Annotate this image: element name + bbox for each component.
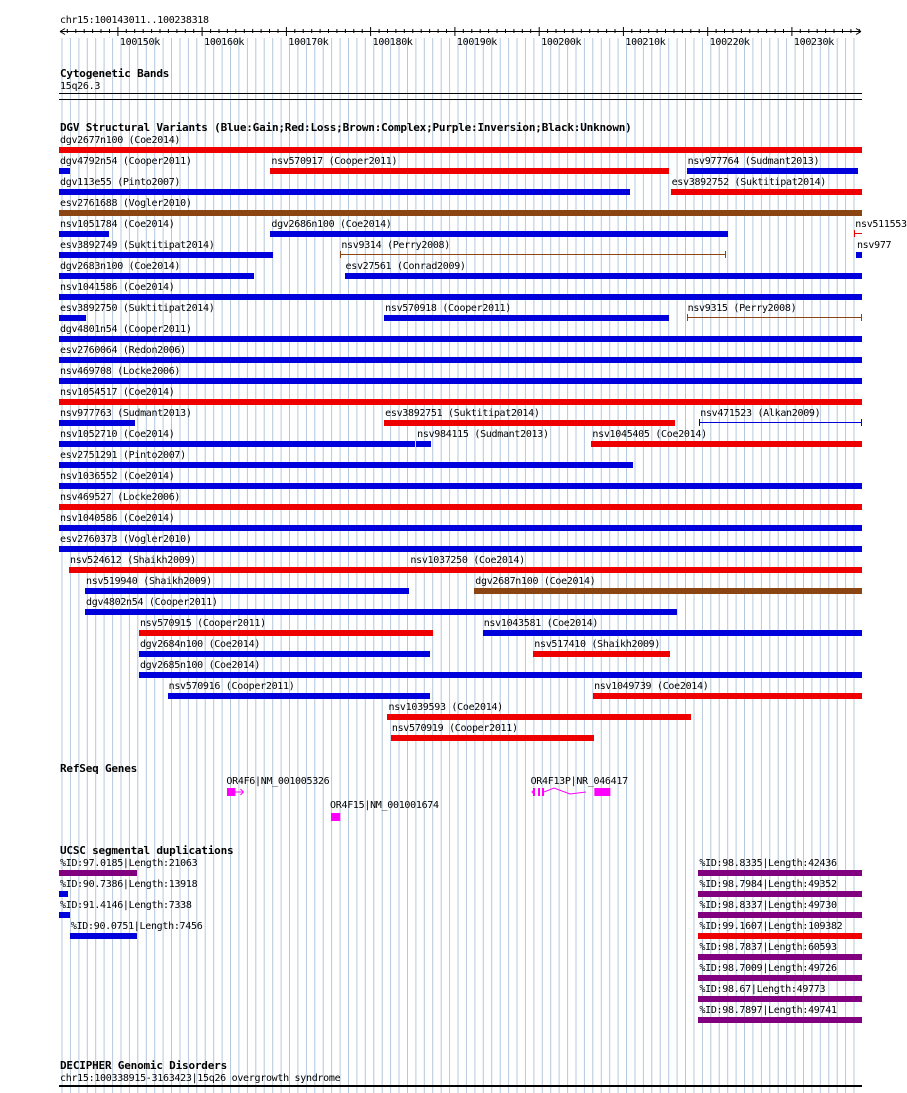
dgv-feature-bar[interactable]: [474, 588, 862, 594]
line-end-tick: [725, 251, 726, 258]
dgv-feature-bar[interactable]: [59, 252, 273, 258]
dgv-feature-line[interactable]: [854, 233, 862, 234]
dgv-feature-label[interactable]: nsv1052710 (Coe2014): [60, 429, 175, 440]
dgv-feature-bar[interactable]: [416, 441, 431, 447]
gene-label[interactable]: OR4F15|NM_001001674: [330, 800, 439, 811]
dgv-feature-label[interactable]: esv2761688 (Vogler2010): [60, 198, 192, 209]
cytoband-rule-2: [59, 99, 862, 100]
dgv-feature-bar[interactable]: [168, 693, 431, 699]
location-label: chr15:100143011..100238318: [60, 15, 209, 26]
dgv-feature-label[interactable]: dgv2685n100 (Coe2014): [139, 660, 261, 671]
dgv-feature-label[interactable]: nsv1054517 (Coe2014): [60, 387, 175, 398]
ruler-tick-label: 100160k: [204, 37, 245, 48]
dgv-feature-label[interactable]: dgv113e55 (Pinto2007): [60, 177, 181, 188]
segdup-feature-label[interactable]: %ID:98.67|Length:49773: [699, 984, 826, 995]
segdup-feature-bar[interactable]: [698, 1017, 862, 1023]
dgv-feature-label[interactable]: dgv4802n54 (Cooper2011): [86, 597, 218, 608]
gene-exon: [594, 788, 610, 796]
dgv-feature-label[interactable]: nsv1041586 (Coe2014): [60, 282, 175, 293]
ruler-tick-label: 100220k: [709, 37, 750, 48]
segdup-feature-bar[interactable]: [59, 912, 70, 918]
segdup-feature-label[interactable]: %ID:98.8335|Length:42436: [699, 858, 837, 869]
segdup-feature-bar[interactable]: [698, 996, 862, 1002]
dgv-feature-label[interactable]: dgv2677n100 (Coe2014): [60, 135, 181, 146]
dgv-feature-bar[interactable]: [59, 210, 862, 216]
dgv-feature-label[interactable]: nsv570919 (Cooper2011): [391, 723, 518, 734]
dgv-feature-label[interactable]: nsv1039593 (Coe2014): [388, 702, 503, 713]
gene-model[interactable]: [227, 786, 317, 800]
dgv-feature-bar[interactable]: [59, 399, 862, 405]
dgv-feature-bar[interactable]: [591, 441, 862, 447]
dgv-feature-bar[interactable]: [533, 651, 669, 657]
cytoband-track-title[interactable]: Cytogenetic Bands: [60, 67, 170, 80]
dgv-feature-bar[interactable]: [384, 420, 675, 426]
dgv-feature-label[interactable]: esv3892750 (Suktitipat2014): [60, 303, 215, 314]
dgv-feature-bar[interactable]: [59, 168, 70, 174]
dgv-feature-label[interactable]: dgv2686n100 (Coe2014): [271, 219, 392, 230]
dgv-feature-bar[interactable]: [59, 462, 633, 468]
gene-label[interactable]: OR4F13P|NR_046417: [530, 776, 628, 787]
segdup-feature-label[interactable]: %ID:98.7009|Length:49726: [699, 963, 837, 974]
dgv-feature-bar[interactable]: [85, 609, 677, 615]
dgv-feature-bar[interactable]: [593, 693, 862, 699]
gene-exon: [538, 788, 540, 796]
dgv-feature-label[interactable]: esv3892749 (Suktitipat2014): [60, 240, 215, 251]
dgv-feature-bar[interactable]: [59, 483, 862, 489]
dgv-feature-bar[interactable]: [59, 378, 862, 384]
dgv-feature-label[interactable]: nsv469527 (Locke2006): [60, 492, 181, 503]
dgv-feature-bar[interactable]: [59, 231, 109, 237]
ruler-tick-label: 100190k: [456, 37, 497, 48]
dgv-feature-label[interactable]: nsv1043581 (Coe2014): [483, 618, 599, 629]
dgv-feature-bar[interactable]: [139, 651, 431, 657]
dgv-feature-label[interactable]: nsv471523 (Alkan2009): [700, 408, 821, 419]
dgv-feature-label[interactable]: nsv9315 (Perry2008): [687, 303, 797, 314]
dgv-feature-bar[interactable]: [59, 294, 862, 300]
segdup-feature-label[interactable]: %ID:90.7386|Length:13918: [60, 879, 198, 890]
dgv-feature-label[interactable]: nsv1045405 (Coe2014): [592, 429, 707, 440]
decipher-label[interactable]: chr15:100338915-3163423|15q26 overgrowth syndrome: [60, 1073, 341, 1084]
dgv-feature-bar[interactable]: [59, 336, 862, 342]
dgv-feature-bar[interactable]: [59, 546, 862, 552]
ruler-tick-label: 100180k: [372, 37, 413, 48]
dgv-feature-label[interactable]: nsv1037250 (Coe2014): [410, 555, 525, 566]
dgv-feature-bar[interactable]: [139, 672, 862, 678]
dgv-feature-bar[interactable]: [391, 735, 594, 741]
dgv-feature-bar[interactable]: [69, 567, 409, 573]
segdup-feature-bar[interactable]: [698, 912, 862, 918]
line-end-tick: [854, 230, 855, 237]
dgv-feature-label[interactable]: nsv977764 (Sudmant2013): [687, 156, 820, 167]
dgv-feature-label[interactable]: nsv570916 (Cooper2011): [168, 681, 295, 692]
strand-arrow: [236, 789, 244, 795]
dgv-feature-bar[interactable]: [85, 588, 409, 594]
dgv-feature-label[interactable]: esv2751291 (Pinto2007): [60, 450, 186, 461]
gene-model[interactable]: [532, 786, 622, 800]
line-end-tick: [699, 419, 700, 426]
gene-intron: [544, 788, 586, 794]
segdup-feature-bar[interactable]: [698, 975, 862, 981]
dgv-feature-label[interactable]: nsv469708 (Locke2006): [60, 366, 181, 377]
dgv-feature-bar[interactable]: [270, 231, 727, 237]
gene-model[interactable]: [331, 810, 421, 824]
dgv-feature-bar[interactable]: [59, 147, 862, 153]
dgv-feature-label[interactable]: nsv570918 (Cooper2011): [385, 303, 511, 314]
dgv-feature-bar[interactable]: [671, 189, 862, 195]
segdup-feature-bar[interactable]: [698, 933, 862, 939]
ruler-tick-label: 100150k: [119, 37, 160, 48]
gene-exon: [227, 788, 235, 796]
segdup-track-title[interactable]: UCSC segmental duplications: [60, 844, 234, 857]
segdup-feature-bar[interactable]: [70, 933, 137, 939]
decipher-track-title[interactable]: DECIPHER Genomic Disorders: [60, 1059, 227, 1072]
dgv-feature-bar[interactable]: [384, 315, 669, 321]
ruler-tick-label: 100170k: [288, 37, 329, 48]
line-end-tick: [861, 419, 862, 426]
dgv-feature-label[interactable]: esv3892751 (Suktitipat2014): [385, 408, 540, 419]
dgv-feature-bar[interactable]: [59, 525, 862, 531]
dgv-feature-line[interactable]: [699, 422, 862, 423]
segdup-feature-label[interactable]: %ID:99.1607|Length:109382: [699, 921, 843, 932]
gene-exon: [542, 788, 544, 796]
dgv-feature-label[interactable]: dgv2687n100 (Coe2014): [475, 576, 596, 587]
dgv-feature-label[interactable]: dgv4792n54 (Cooper2011): [60, 156, 192, 167]
segdup-feature-label[interactable]: %ID:98.8337|Length:49730: [699, 900, 837, 911]
dgv-feature-line[interactable]: [687, 317, 862, 318]
ruler-tick-label: 100200k: [541, 37, 582, 48]
dgv-feature-bar[interactable]: [59, 315, 86, 321]
dgv-feature-label[interactable]: nsv9314 (Perry2008): [341, 240, 451, 251]
dgv-feature-label[interactable]: nsv984115 (Sudmant2013): [417, 429, 549, 440]
dgv-feature-bar[interactable]: [270, 168, 669, 174]
dgv-feature-label[interactable]: nsv1051784 (Coe2014): [60, 219, 175, 230]
dgv-feature-label[interactable]: nsv524612 (Shaikh2009): [70, 555, 196, 566]
dgv-feature-bar[interactable]: [59, 420, 135, 426]
ruler-tick-label: 100210k: [625, 37, 666, 48]
ruler-tick-label: 100230k: [793, 37, 834, 48]
dgv-feature-label[interactable]: nsv570917 (Cooper2011): [271, 156, 398, 167]
segdup-feature-label[interactable]: %ID:90.0751|Length:7456: [70, 921, 203, 932]
dgv-track-title[interactable]: DGV Structural Variants (Blue:Gain;Red:Loss;Brown:Complex;Purple:Inversion;Black:Unknown): [60, 121, 632, 134]
segdup-feature-label[interactable]: %ID:91.4146|Length:7338: [60, 900, 192, 911]
dgv-feature-label[interactable]: nsv977: [856, 240, 892, 251]
segdup-feature-label[interactable]: %ID:97.0185|Length:21063: [60, 858, 198, 869]
dgv-feature-line[interactable]: [340, 254, 726, 255]
dgv-feature-bar[interactable]: [856, 252, 862, 258]
dgv-feature-bar[interactable]: [59, 189, 630, 195]
decipher-bar[interactable]: [59, 1085, 862, 1087]
dgv-feature-label[interactable]: esv2760064 (Redon2006): [60, 345, 186, 356]
dgv-feature-bar[interactable]: [59, 504, 862, 510]
line-end-tick: [340, 251, 341, 258]
dgv-feature-label[interactable]: nsv517410 (Shaikh2009): [534, 639, 661, 650]
dgv-feature-label[interactable]: nsv570915 (Cooper2011): [139, 618, 266, 629]
gene-label[interactable]: OR4F6|NM_001005326: [226, 776, 330, 787]
refseq-track-title[interactable]: RefSeq Genes: [60, 762, 138, 775]
dgv-feature-label[interactable]: nsv511553: [855, 219, 907, 230]
segdup-feature-bar[interactable]: [698, 954, 862, 960]
segdup-feature-bar[interactable]: [698, 870, 862, 876]
segdup-feature-label[interactable]: %ID:98.7984|Length:49352: [699, 879, 837, 890]
dgv-feature-label[interactable]: nsv1040586 (Coe2014): [60, 513, 175, 524]
line-end-tick: [861, 314, 862, 321]
dgv-feature-label[interactable]: nsv519940 (Shaikh2009): [86, 576, 212, 587]
gene-exon: [331, 813, 340, 821]
dgv-feature-bar[interactable]: [59, 273, 254, 279]
segdup-feature-bar[interactable]: [59, 891, 68, 897]
dgv-feature-bar[interactable]: [409, 567, 862, 573]
cytoband-label: 15q26.3: [60, 81, 101, 92]
dgv-feature-label[interactable]: dgv2683n100 (Coe2014): [60, 261, 181, 272]
segdup-feature-label[interactable]: %ID:98.7897|Length:49741: [699, 1005, 837, 1016]
dgv-feature-label[interactable]: nsv1049739 (Coe2014): [594, 681, 709, 692]
dgv-feature-bar[interactable]: [139, 630, 433, 636]
dgv-feature-bar[interactable]: [387, 714, 690, 720]
dgv-feature-bar[interactable]: [687, 168, 858, 174]
segdup-feature-bar[interactable]: [698, 891, 862, 897]
dgv-feature-label[interactable]: nsv977763 (Sudmant2013): [60, 408, 192, 419]
segdup-feature-label[interactable]: %ID:98.7837|Length:60593: [699, 942, 837, 953]
dgv-feature-label[interactable]: esv3892752 (Suktitipat2014): [671, 177, 827, 188]
segdup-feature-bar[interactable]: [59, 870, 137, 876]
dgv-feature-label[interactable]: esv2760373 (Vogler2010): [60, 534, 192, 545]
gene-exon: [533, 788, 535, 796]
cytoband-rule: [59, 93, 862, 94]
dgv-feature-bar[interactable]: [345, 273, 862, 279]
dgv-feature-label[interactable]: dgv2684n100 (Coe2014): [139, 639, 261, 650]
dgv-feature-bar[interactable]: [59, 441, 415, 447]
dgv-feature-label[interactable]: nsv1036552 (Coe2014): [60, 471, 175, 482]
line-end-tick: [687, 314, 688, 321]
dgv-feature-bar[interactable]: [483, 630, 862, 636]
dgv-feature-bar[interactable]: [59, 357, 862, 363]
dgv-feature-label[interactable]: dgv4801n54 (Cooper2011): [60, 324, 192, 335]
dgv-feature-label[interactable]: esv27561 (Conrad2009): [345, 261, 466, 272]
